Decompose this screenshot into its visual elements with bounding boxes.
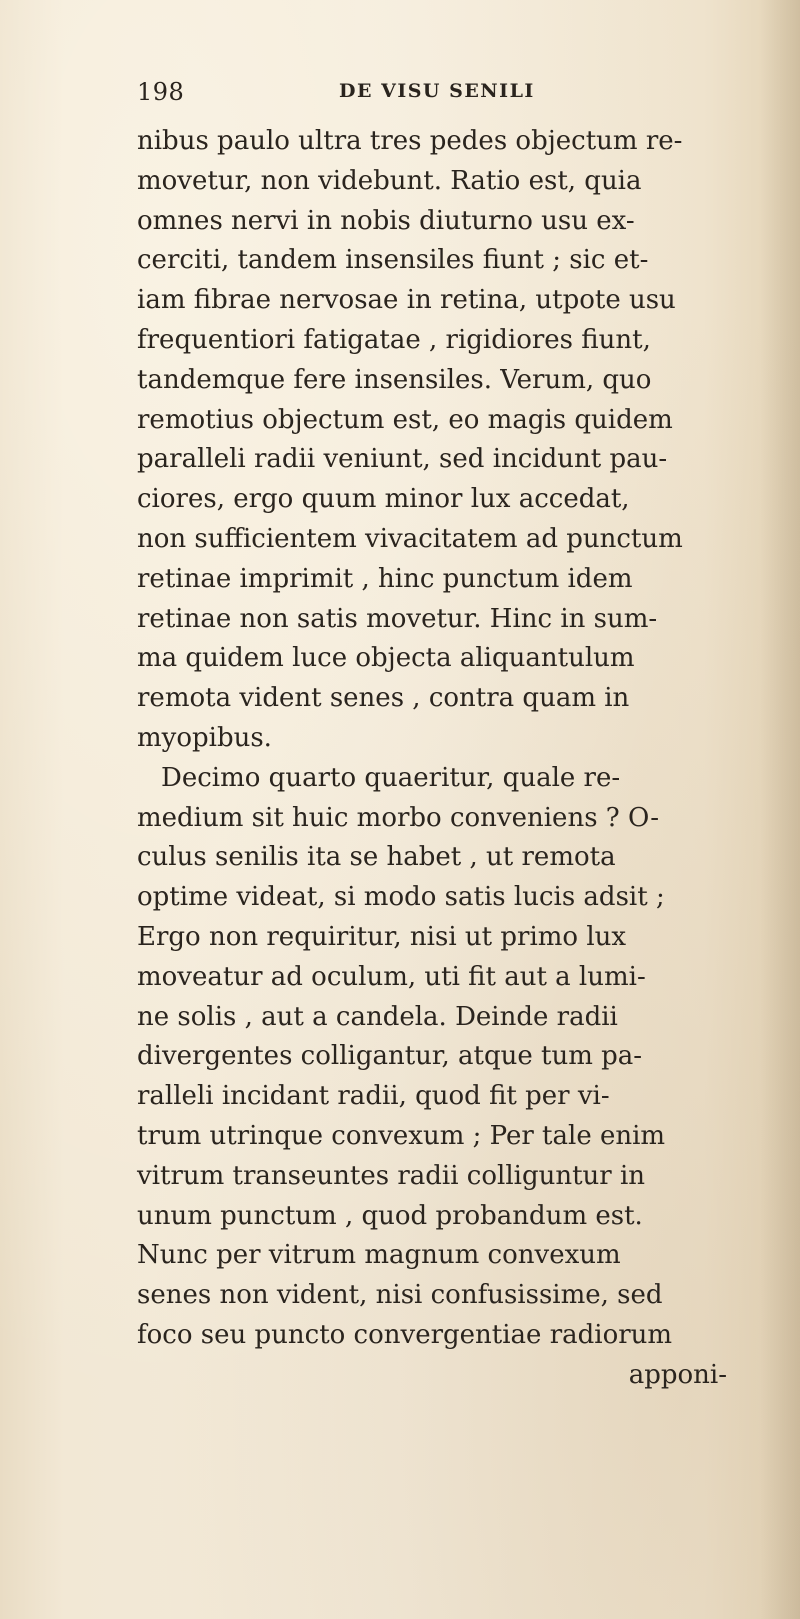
text-line: ne solis , aut a candela. Deinde radii	[137, 1001, 618, 1032]
text-line: ralleli incidant radii, quod fit per vi-	[137, 1081, 610, 1112]
page-number: 198	[137, 78, 185, 106]
text-line: frequentiori fatigatae , rigidiores fiunt,	[137, 324, 651, 355]
text-line: trum utrinque convexum ; Per tale enim	[137, 1120, 666, 1151]
text-line: ma quidem luce objecta aliquantulum	[137, 643, 635, 674]
text-line: vitrum transeuntes radii colliguntur in	[137, 1160, 646, 1191]
text-line: divergentes colligantur, atque tum pa-	[137, 1041, 643, 1072]
text-line: Ergo non requiritur, nisi ut primo lux	[137, 921, 627, 952]
text-line: moveatur ad oculum, uti fit aut a lumi-	[137, 961, 646, 992]
paragraph-start-line: Decimo quarto quaeritur, quale re-	[161, 762, 621, 793]
text-line: nibus paulo ultra tres pedes objectum re-	[137, 126, 683, 156]
text-line: movetur, non videbunt. Ratio est, quia	[137, 165, 642, 196]
text-line: optime videat, si modo satis lucis adsit ;	[137, 882, 665, 913]
text-line: omnes nervi in nobis diuturno usu ex-	[137, 205, 635, 236]
text-line: paralleli radii veniunt, sed incidunt pau-	[137, 444, 668, 475]
text-line: non sufficientem vivacitatem ad punctum	[137, 523, 683, 554]
text-line: tandemque fere insensiles. Verum, quo	[137, 364, 652, 395]
text-line: culus senilis ita se habet , ut remota	[137, 842, 616, 873]
text-line: medium sit huic morbo conveniens ? O-	[137, 802, 660, 833]
text-line: myopibus.	[137, 722, 272, 753]
body-text	[137, 122, 767, 1396]
text-line: remotius objectum est, eo magis quidem	[137, 404, 673, 435]
text-line: retinae imprimit , hinc punctum idem	[137, 563, 633, 594]
text-line: remota vident senes , contra quam in	[137, 683, 630, 714]
catchword: apponi-	[628, 1359, 727, 1390]
text-line: senes non vident, nisi confusissime, sed	[137, 1280, 663, 1311]
text-line: foco seu puncto convergentiae radiorum	[137, 1319, 673, 1350]
text-line: iam fibrae nervosae in retina, utpote usu	[137, 285, 676, 316]
text-line: unum punctum , quod probandum est.	[137, 1200, 643, 1231]
text-line: Nunc per vitrum magnum convexum	[137, 1240, 621, 1271]
running-head: DE VISU SENILI	[339, 80, 535, 102]
page-header	[137, 78, 697, 108]
text-line: ciores, ergo quum minor lux accedat,	[137, 484, 630, 515]
text-line: cerciti, tandem insensiles fiunt ; sic et-	[137, 245, 649, 276]
text-line: retinae non satis movetur. Hinc in sum-	[137, 603, 658, 634]
